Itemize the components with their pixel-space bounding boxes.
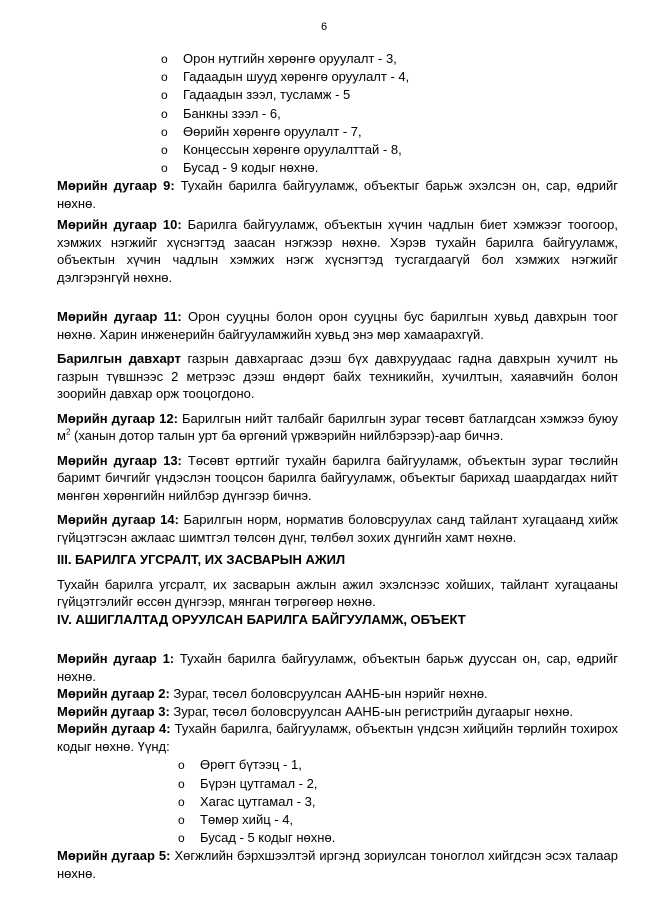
paragraph-text: Тухайн барилга байгууламж, объектын барьж дууссан он, сар, өдрийг нөхнө. [57,651,618,684]
row-label: Мөрийн дугаар 14: [57,512,179,528]
list-item: o Бүрэн цутгамал - 2, [178,775,618,793]
paragraph-text: (ханын дотор талын урт ба өргөний үржвэрийн нийлбэрээр)-аар бичнэ. [70,428,504,444]
paragraph-s4-row-2 [57,685,618,703]
list-item: o Банкны зээл - 6, [161,105,618,123]
paragraph-text: Барилгын нийт талбайг барилгын зураг төсөвт батлагдсан хэмжээ буюу м [57,410,618,444]
paragraph-row-12 [57,410,618,445]
row-label: Мөрийн дугаар 5: [57,848,171,864]
row-label: Мөрийн дугаар 13: [57,452,182,468]
paragraph-text: Тухайн барилга, байгууламж, объектын үндсэн хийцийн төрлийн тохирох кодыг нөхнө. Үүнд: [57,721,618,754]
row-label: Мөрийн дугаар 11: [57,309,182,325]
paragraph-s4-row-5 [57,847,618,882]
paragraph-text: Зураг, төсөл боловсруулсан ААНБ-ын нэрийг нөхнө. [169,686,488,702]
list-item: o Гадаадын зээл, тусламж - 5 [161,86,618,104]
superscript: 2 [65,428,71,438]
row-label: Мөрийн дугаар 2: [57,686,170,702]
paragraph-row-11 [57,308,618,343]
row-label: Мөрийн дугаар 3: [57,703,170,719]
section-heading-4: IV. АШИГЛАЛТАД ОРУУЛСАН БАРИЛГА БАЙГУУЛАМЖ, ОБЪЕКТ [57,611,466,627]
structure-type-list [178,756,618,847]
paragraph-text: Зураг, төсөл боловсруулсан ААНБ-ын регистрийн дугаарыг нөхнө. [169,703,574,719]
page-number: 6 [320,21,328,33]
paragraph-text: газрын давхаргаас дээш бүх давхруудаас гадна давхрын хучилт нь газрын түвшнээс 2 метрээс дээш өндөрт байх техникийн, хучилтын, хаяавчийн болон зоорийн давхар орж тооцогдоно. [57,351,618,402]
paragraph-row-10 [57,216,618,286]
row-label: Мөрийн дугаар 10: [57,217,182,233]
list-item: o Концессын хөрөнгө оруулалттай - 8, [161,141,618,159]
paragraph-text: Хөгжлийн бэрхшээлтэй иргэнд зориулсан тоноглол хийгдсэн эсэх талаар нөхнө. [57,848,618,881]
paragraph-s4-row-1 [57,650,618,685]
section-heading-3: III. БАРИЛГА УГСРАЛТ, ИХ ЗАСВАРЫН АЖИЛ [57,552,346,568]
row-label: Барилгын давхарт [57,351,181,367]
paragraph-s4-row-4 [57,720,618,755]
paragraph-text: Барилгын норм, норматив боловсруулах санд тайлант хугацаанд хийж гүйцэтгэсэн ажлаас шимтгэл төлсөн дүнг, төлбөл зохих дүнгийн хамт нөхнө. [57,512,618,545]
paragraph-text: Орон сууцны болон орон сууцны бус барилгын хувьд давхрын тоог нөхнө. Харин инженерийн байгууламжийн хувьд энэ мөр хамаарахгүй. [57,309,618,342]
row-label: Мөрийн дугаар 4: [57,721,171,737]
list-item: o Өрөгт бүтээц - 1, [178,756,618,774]
funding-source-list [161,50,618,177]
list-item: o Өөрийн хөрөнгө оруулалт - 7, [161,123,618,141]
paragraph-building-floor [57,350,618,403]
paragraph-text: Тухайн барилга байгууламж, объектыг барьж эхэлсэн он, сар, өдрийг нөхнө. [57,178,618,211]
paragraph-row-14 [57,511,618,546]
paragraph-text: Барилга байгууламж, объектын хүчин чадлын биет хэмжээг тоогоор, хэмжих нэгжийг хүснэгтэд заасан нэгжээр нөхнө. Хэрэв тухайн барилга байгууламж, объектын хүчин чадлын хэмжих нэгж хүснэгтэд тусгагдаагүй бол хэмжих нэгжийг дэлгэрэнгүй нөхнө. [57,217,618,285]
list-item: o Бусад - 5 кодыг нөхнө. [178,829,618,847]
list-item: o Бусад - 9 кодыг нөхнө. [161,159,618,177]
list-item: o Гадаадын шууд хөрөнгө оруулалт - 4, [161,68,618,86]
paragraph-s4-row-3 [57,703,618,721]
section-3-text: Тухайн барилга угсралт, их засварын ажлын ажил эхэлснээс хойших, тайлант хугацааны гүйцэтгэлийг өссөн дүнгээр, мянган төгрөгөөр нөхнө. [57,576,618,610]
paragraph-row-9 [57,177,618,212]
document-body [57,50,618,882]
row-label: Мөрийн дугаар 12: [57,410,178,426]
paragraph-text: Төсөвт өртгийг тухайн барилга байгууламж, объектын зураг төслийн баримт бичгийг үндэслэн тооцсон барилга байгууламж, объектыг барихад шаардагдах нийт мөнгөн хөрөнгийн нийлбэр дүнгээр бичнэ. [57,452,618,503]
list-item: o Орон нутгийн хөрөнгө оруулалт - 3, [161,50,618,68]
list-item: o Төмөр хийц - 4, [178,811,618,829]
row-label: Мөрийн дугаар 9: [57,178,175,194]
row-label: Мөрийн дугаар 1: [57,651,175,667]
list-item: o Хагас цутгамал - 3, [178,793,618,811]
paragraph-row-13 [57,452,618,505]
